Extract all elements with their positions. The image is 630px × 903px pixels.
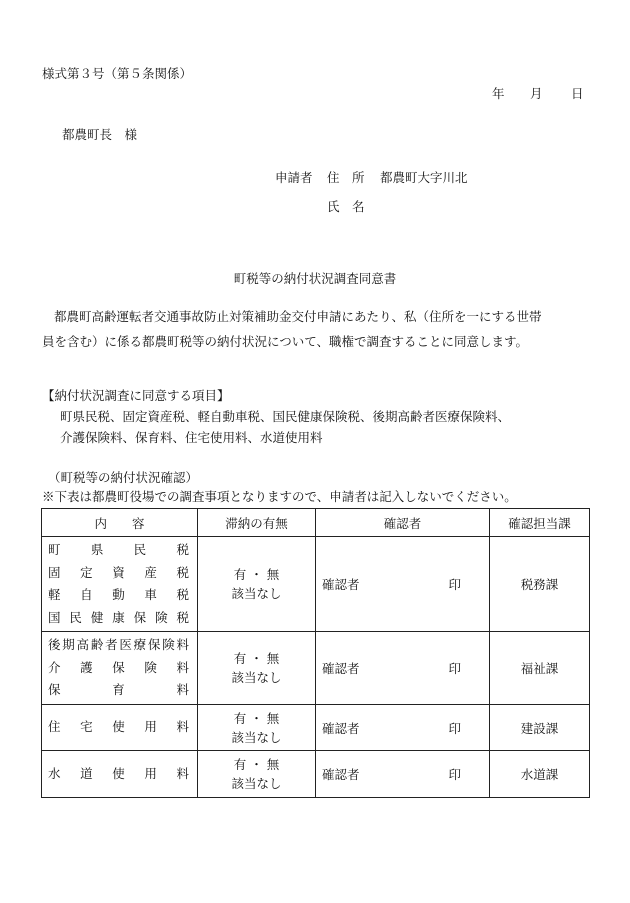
- confirmer-label: 確認者: [322, 577, 360, 592]
- header-content: 内 容: [42, 509, 198, 537]
- table-row: [42, 632, 590, 705]
- applicant-label: 申請者: [275, 170, 313, 185]
- delinquency-cell: [198, 632, 316, 705]
- delinquency-cell: [198, 751, 316, 798]
- confirmer-label: 確認者: [322, 767, 360, 782]
- table-note: ※下表は都農町役場での調査事項となりますので、申請者は記入しないでください。: [42, 489, 517, 504]
- seal-mark: 印: [448, 720, 461, 736]
- consent-line-1: 町県民税、固定資産税、軽自動車税、国民健康保険税、後期高齢者医療保険料、: [60, 409, 511, 424]
- tax-item: 町県民税: [48, 542, 189, 557]
- tax-item: 水道使用料: [48, 765, 189, 781]
- seal-mark: 印: [448, 577, 461, 592]
- seal-mark: 印: [448, 661, 461, 676]
- department-cell: 福祉課: [490, 632, 590, 705]
- item-cell: [42, 705, 198, 751]
- body-paragraph: [42, 304, 590, 354]
- confirmer-cell: [316, 537, 490, 632]
- tax-item: 介護保険料: [48, 659, 189, 675]
- confirmer-label: 確認者: [322, 661, 360, 676]
- document-title: 町税等の納付状況調査同意書: [233, 271, 397, 286]
- confirmer-cell: [316, 751, 490, 798]
- confirmer-cell: [316, 632, 490, 705]
- body-line-2: 員を含む）に係る都農町税等の納付状況について、職権で調査することに同意します。: [42, 334, 529, 349]
- seal-mark: 印: [448, 767, 461, 782]
- table-row: [42, 751, 590, 798]
- table-row: [42, 537, 590, 632]
- header-delinquency: 滞納の有無: [198, 509, 316, 537]
- table-header-row: [42, 509, 590, 537]
- department-cell: 水道課: [490, 751, 590, 798]
- confirmer-label: 確認者: [322, 720, 360, 736]
- addressee: 都農町長 様: [62, 127, 138, 142]
- date-month: 月: [530, 86, 543, 101]
- header-department: 確認担当課: [490, 509, 590, 537]
- tax-item: 固定資産税: [48, 564, 189, 580]
- item-cell: [42, 632, 198, 705]
- tax-check-table: [41, 508, 590, 798]
- delinquency-choice: 有 ・ 無: [233, 757, 280, 772]
- delinquency-cell: [198, 537, 316, 632]
- delinquency-na: 該当なし: [231, 729, 282, 745]
- confirm-section-title: （町税等の納付状況確認）: [48, 470, 199, 485]
- address-label: 住 所: [327, 170, 365, 185]
- item-cell: [42, 537, 198, 632]
- consent-line-2: 介護保険料、保育料、住宅使用料、水道使用料: [60, 430, 323, 445]
- delinquency-choice: 有 ・ 無: [233, 567, 280, 582]
- tax-item: 国民健康保険税: [48, 609, 189, 625]
- delinquency-na: 該当なし: [231, 586, 282, 601]
- delinquency-choice: 有 ・ 無: [233, 710, 280, 726]
- tax-item: 軽自動車税: [48, 587, 189, 602]
- date-year: 年: [492, 86, 505, 101]
- department-cell: 税務課: [490, 537, 590, 632]
- tax-item: 後期高齢者医療保険料: [48, 637, 189, 653]
- tax-item: 保育料: [48, 682, 189, 698]
- department-cell: 建設課: [490, 705, 590, 751]
- delinquency-cell: [198, 705, 316, 751]
- table-row: [42, 705, 590, 751]
- delinquency-na: 該当なし: [231, 776, 282, 791]
- consent-heading: 【納付状況調査に同意する項目】: [42, 388, 230, 403]
- delinquency-choice: 有 ・ 無: [233, 651, 280, 666]
- form-number: 様式第３号（第５条関係）: [42, 66, 193, 81]
- address-value: 都農町大字川北: [380, 170, 468, 185]
- confirmer-cell: [316, 705, 490, 751]
- body-line-1: 都農町高齢運転者交通事故防止対策補助金交付申請にあたり、私（住所を一にする世帯: [54, 309, 542, 324]
- item-cell: [42, 751, 198, 798]
- delinquency-na: 該当なし: [231, 670, 282, 685]
- tax-item: 住宅使用料: [48, 719, 189, 735]
- date-day: 日: [571, 86, 584, 101]
- header-confirmer: 確認者: [316, 509, 490, 537]
- name-label: 氏 名: [327, 199, 365, 214]
